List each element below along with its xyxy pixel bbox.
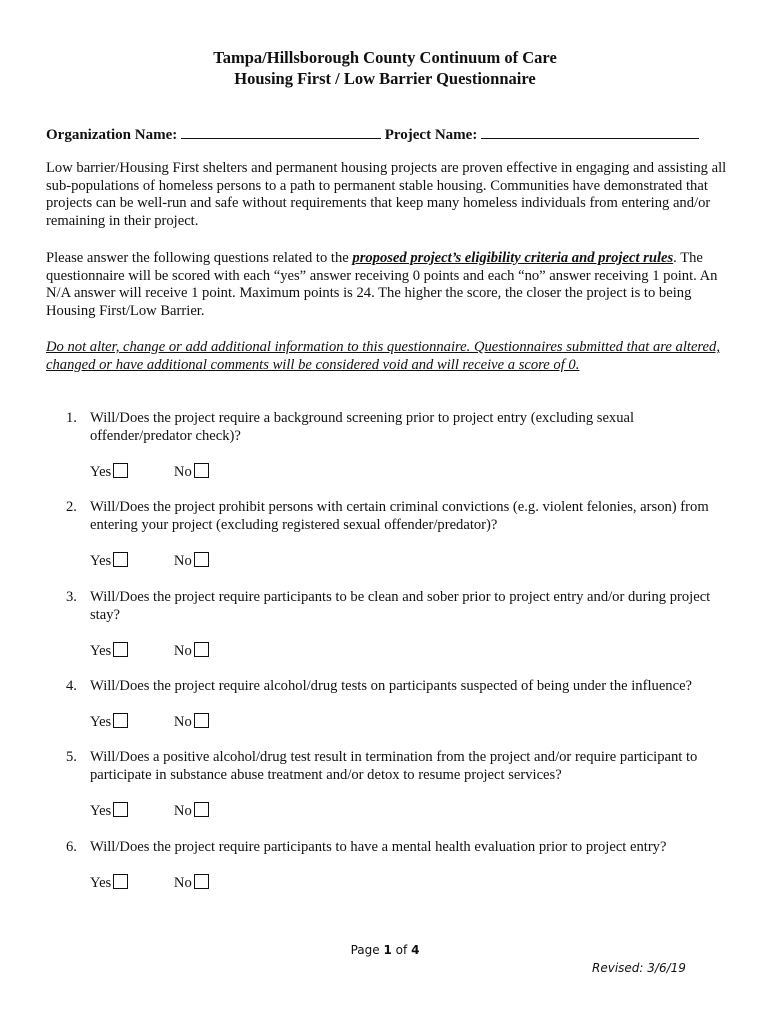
name-fields-row (46, 124, 699, 144)
organization-name-label: Organization Name: (46, 127, 178, 143)
question-number: 6. (66, 839, 77, 855)
no-option[interactable] (174, 713, 209, 731)
yes-label: Yes (90, 875, 112, 891)
yes-option[interactable] (90, 463, 128, 481)
no-option[interactable] (174, 642, 209, 660)
no-checkbox[interactable] (194, 713, 209, 728)
no-checkbox[interactable] (194, 552, 209, 567)
yes-option[interactable] (90, 874, 128, 892)
yes-checkbox[interactable] (113, 802, 128, 817)
question-1 (66, 410, 730, 445)
yes-option[interactable] (90, 802, 128, 820)
page-of: of (395, 943, 408, 957)
yes-label: Yes (90, 553, 112, 569)
question-text: Will/Does the project require participants to be clean and sober prior to project entry and/or during project stay? (90, 589, 711, 623)
no-option[interactable] (174, 463, 209, 481)
question-1-answers (90, 463, 209, 481)
instructions-text-start: Please answer the following questions related to the (46, 250, 353, 266)
project-name-label: Project Name: (384, 127, 478, 143)
yes-label: Yes (90, 464, 112, 480)
warning-paragraph: Do not alter, change or add additional information to this questionnaire. Questionnaires submitted that are altered, changed or have additional comments will be considered void and will receive a score of 0. (46, 339, 720, 373)
no-label: No (173, 714, 192, 730)
question-number: 2. (66, 499, 77, 515)
yes-option[interactable] (90, 713, 128, 731)
question-4 (66, 678, 730, 696)
page-current: 1 (383, 943, 392, 957)
yes-label: Yes (90, 714, 112, 730)
question-text: Will/Does a positive alcohol/drug test result in termination from the project and/or require participant to participate in substance abuse treatment and/or detox to resume project services? (90, 749, 698, 783)
question-text: Will/Does the project require alcohol/drug tests on participants suspected of being under the influence? (90, 678, 693, 694)
question-number: 1. (66, 410, 77, 426)
instructions-emphasis: proposed project’s eligibility criteria and project rules (352, 250, 674, 266)
page-number (0, 943, 770, 957)
yes-checkbox[interactable] (113, 463, 128, 478)
yes-checkbox[interactable] (113, 713, 128, 728)
no-checkbox[interactable] (194, 642, 209, 657)
question-2-answers (90, 552, 209, 570)
no-label: No (173, 553, 192, 569)
no-label: No (173, 803, 192, 819)
project-name-field[interactable] (481, 124, 699, 139)
question-text: Will/Does the project require participants to have a mental health evaluation prior to project entry? (90, 839, 667, 855)
no-checkbox[interactable] (194, 463, 209, 478)
no-option[interactable] (174, 802, 209, 820)
instructions-text-end: . The questionnaire will be scored with each “yes” answer receiving 0 points and each “no” answer receiving 1 point. An N/A answer will receive 1 point. Maximum points is 24. The higher the score, the closer the project is to being Housing First/Low Barrier. (46, 250, 718, 319)
page-total: 4 (411, 943, 420, 957)
question-number: 5. (66, 749, 77, 765)
organization-name-field[interactable] (181, 124, 381, 139)
yes-label: Yes (90, 803, 112, 819)
no-checkbox[interactable] (194, 802, 209, 817)
instructions-paragraph (46, 250, 730, 320)
document-subtitle: Housing First / Low Barrier Questionnaire (234, 69, 536, 88)
yes-option[interactable] (90, 552, 128, 570)
question-number: 3. (66, 589, 77, 605)
question-3-answers (90, 642, 209, 660)
question-4-answers (90, 713, 209, 731)
question-6 (66, 839, 730, 857)
page-word: Page (350, 943, 380, 957)
document-title: Tampa/Hillsborough County Continuum of Care (213, 48, 557, 67)
question-6-answers (90, 874, 209, 892)
question-5 (66, 749, 730, 784)
yes-label: Yes (90, 643, 112, 659)
question-text: Will/Does the project prohibit persons with certain criminal convictions (e.g. violent felonies, arson) from entering your project (excluding registered sexual offender/predator)? (90, 499, 709, 533)
no-label: No (173, 875, 192, 891)
revision-date: Revised: 3/6/19 (592, 961, 686, 975)
no-label: No (173, 643, 192, 659)
yes-checkbox[interactable] (113, 552, 128, 567)
yes-checkbox[interactable] (113, 874, 128, 889)
no-label: No (173, 464, 192, 480)
intro-paragraph: Low barrier/Housing First shelters and permanent housing projects are proven effective in engaging and assisting all sub-populations of homeless persons to a path to permanent stable housing. Communities have demonstrated that projects can be well-run and safe without requirements that keep many homeless individuals from entering and/or remaining in their project. (46, 160, 727, 229)
no-checkbox[interactable] (194, 874, 209, 889)
yes-option[interactable] (90, 642, 128, 660)
question-5-answers (90, 802, 209, 820)
no-option[interactable] (174, 552, 209, 570)
yes-checkbox[interactable] (113, 642, 128, 657)
question-3 (66, 589, 730, 624)
question-2 (66, 499, 730, 534)
question-text: Will/Does the project require a background screening prior to project entry (excluding sexual offender/predator check)? (90, 410, 635, 444)
no-option[interactable] (174, 874, 209, 892)
question-number: 4. (66, 678, 77, 694)
